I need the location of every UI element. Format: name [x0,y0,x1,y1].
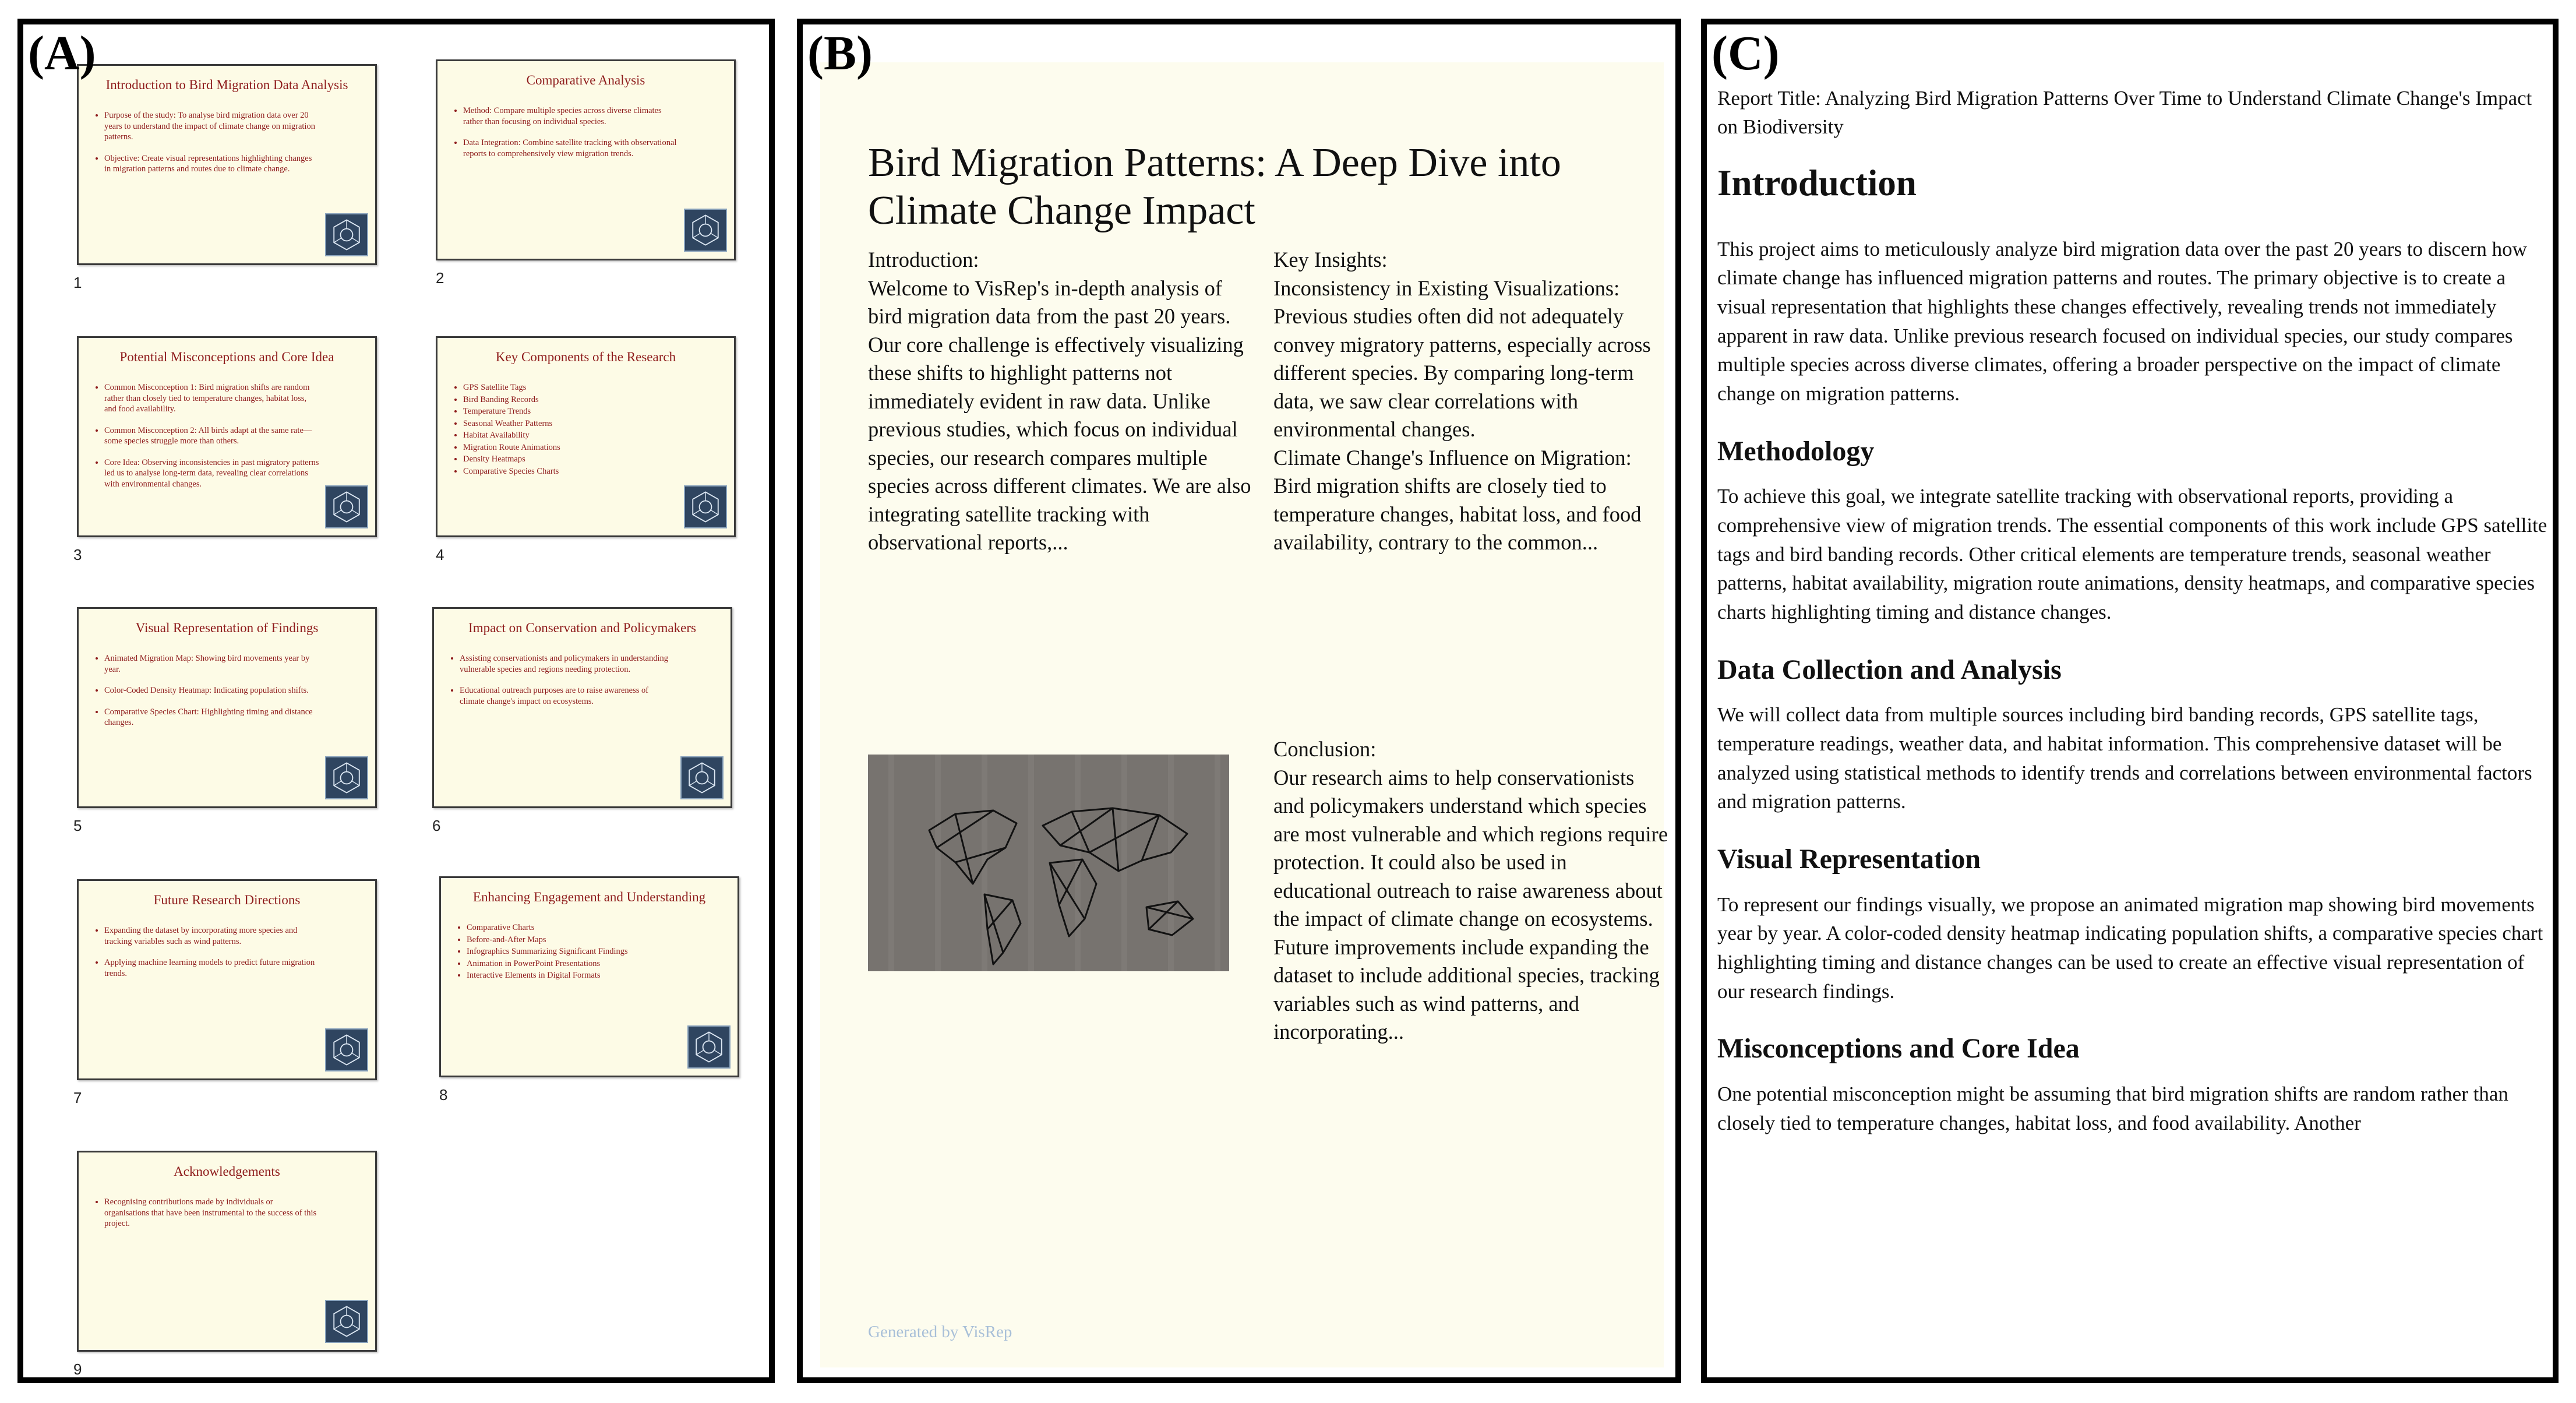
network-logo-icon [325,1028,368,1071]
report [1717,84,2550,1164]
report-heading-misconceptions: Misconceptions and Core Idea [1717,1033,2080,1064]
poster-title: Bird Migration Patterns: A Deep Dive into Climate Change Impact [868,140,1561,233]
slide-bullets [94,1197,320,1240]
poster-key-insights [1273,246,1670,557]
slide-bullet: • Expanding the dataset by incorporating more species and tracking variables such as wind patterns. [104,925,320,947]
slide-title: Introduction to Bird Migration Data Analysis [105,77,348,92]
slide-bullet: • GPS Satellite Tags [463,382,679,393]
poster-influence-heading: Climate Change's Influence on Migration: [1273,445,1632,470]
slide-number: 2 [436,269,444,287]
poster-intro-text: Welcome to VisRep's in-depth analysis of bird migration data from the past 20 years. Our core challenge is effectively visualizing these shifts to highlight patterns not immediately evident in raw data. Unlike previous studies, which focus on individual species, our research compares multiple species across different climates. We are also integrating satellite tracking with observational reports,... [868,276,1251,555]
poster-influence-text: Bird migration shifts are closely tied to temperature changes, habitat loss, and food availability, contrary to the common... [1273,474,1642,555]
network-logo-icon [325,485,368,528]
slide-bullets [94,925,320,989]
poster [820,62,1668,1367]
slide-thumbnail-8[interactable] [439,876,739,1077]
poster-conclusion [1273,735,1670,1046]
panel-a-slides [17,19,775,1383]
slide-bullets [453,105,679,170]
poster-conclusion-text: Our research aims to help conservationists and policymakers understand which species are most vulnerable and which regions require protection. It could also be used in educational outreach to raise awareness about the impact of climate change on ecosystems. Future improvements include expanding the dataset to include additional species, tracking variables such as wind patterns, and incorporating... [1273,765,1668,1044]
slide-title: Enhancing Engagement and Understanding [472,890,706,904]
slide-bullet: • Color-Coded Density Heatmap: Indicating population shifts. [104,685,320,696]
slide-bullet: • Temperature Trends [463,406,679,417]
slide-thumbnail-6[interactable] [432,607,732,808]
slide-bullet: • Interactive Elements in Digital Formats [467,970,682,981]
network-logo-icon [684,485,727,528]
slide-number: 8 [439,1086,448,1104]
panel-label-c: (C) [1712,26,1780,80]
network-logo-icon [325,213,368,256]
slide-thumbnail-3[interactable] [77,336,377,537]
world-map-icon [868,755,1229,971]
slide-bullet: • Recognising contributions made by individuals or organisations that have been instrumental to the success of this project. [104,1197,320,1229]
slide-thumbnail-7[interactable] [77,879,377,1080]
slide-bullets [94,653,320,739]
slide-bullet: • Density Heatmaps [463,454,679,465]
panel-c-report [1701,19,2559,1383]
report-paragraph-methodology: To achieve this goal, we integrate satellite tracking with observational reports, providing a comprehensive view of migration trends. The essential components of this work include GPS satellite tags and bird banding records. Other critical elements are temperature trends, seasonal weather patterns, habitat availability, migration route animations, density heatmaps, and comparative species charts highlighting timing and distance changes. [1717,485,2547,624]
slide-bullet: • Comparative Charts [467,922,682,933]
network-logo-icon [325,1300,368,1343]
report-paragraph-visual-representation: To represent our findings visually, we propose an animated migration map showing bird movements year by year. A color-coded density heatmap indicating population shifts, a comparative species chart highlighting timing and distance changes can be used to create an effective visual representation of our research findings. [1717,893,2543,1003]
slide-title: Acknowledgements [174,1164,280,1179]
slide-number: 3 [73,546,82,563]
slide-bullets [449,653,675,717]
poster-footer: Generated by VisRep [868,1323,1012,1341]
report-title: Report Title: Analyzing Bird Migration Patterns Over Time to Understand Climate Change's Impact on Biodiversity [1717,87,2532,138]
slide-thumbnail-2[interactable] [436,59,736,260]
report-heading-visual-representation: Visual Representation [1717,844,1981,875]
slide-bullet: • Before-and-After Maps [467,935,682,946]
slide-title: Comparative Analysis [526,73,645,87]
slide-bullet: • Animated Migration Map: Showing bird movements year by year. [104,653,320,675]
slide-bullet: • Data Integration: Combine satellite tracking with observational reports to comprehensively view migration trends. [463,138,679,159]
slide-title: Impact on Conservation and Policymakers [468,621,696,635]
slide-bullets [94,110,320,185]
poster-introduction [868,246,1258,557]
slide-bullet: • Infographics Summarizing Significant Findings [467,946,682,957]
slide-bullet: • Objective: Create visual representations highlighting changes in migration patterns and routes due to climate change. [104,153,320,175]
panel-label-a: (A) [28,26,96,80]
slide-bullets [453,382,679,478]
slide-bullet: • Method: Compare multiple species across diverse climates rather than focusing on individual species. [463,105,679,127]
slide-number: 7 [73,1089,82,1106]
report-heading-introduction: Introduction [1717,163,1917,203]
slide-number: 4 [436,546,444,563]
slide-bullet: • Seasonal Weather Patterns [463,418,679,429]
poster-insights-text: Inconsistency in Existing Visualizations: Previous studies often did not adequately convey migratory patterns, especially across different species. By comparing long-term data, we saw clear correlations with environmental changes. [1273,276,1651,442]
slide-bullet: • Educational outreach purposes are to raise awareness of climate change's impact on ecosystems. [460,685,675,707]
poster-insights-heading: Key Insights: [1273,248,1388,272]
report-paragraph-data-collection: We will collect data from multiple sources including bird banding records, GPS satellite tags, temperature readings, weather data, and habitat information. This comprehensive dataset will be analyzed using statistical methods to identify trends and correlations between environmental factors and migration patterns. [1717,703,2532,813]
slide-bullet: • Core Idea: Observing inconsistencies in past migratory patterns led us to analyse long-term data, revealing clear correlations with environmental changes. [104,457,320,490]
slide-bullet: • Habitat Availability [463,430,679,441]
slide-bullets [456,922,682,982]
report-heading-data-collection: Data Collection and Analysis [1717,654,2062,685]
slide-title: Future Research Directions [153,893,301,907]
slide-bullets [94,382,320,500]
slide-number: 5 [73,817,82,834]
network-logo-icon [687,1025,731,1069]
slide-title: Visual Representation of Findings [135,621,319,635]
slide-number: 6 [432,817,441,834]
slide-bullet: • Assisting conservationists and policymakers in understanding vulnerable species and regions needing protection. [460,653,675,675]
poster-intro-heading: Introduction: [868,248,979,272]
poster-conclusion-heading: Conclusion: [1273,737,1377,761]
slide-bullet: • Applying machine learning models to predict future migration trends. [104,957,320,979]
panel-label-b: (B) [807,26,873,80]
network-logo-icon [680,756,724,799]
slide-number: 1 [73,274,82,291]
slide-bullet: • Common Misconception 1: Bird migration shifts are random rather than closely tied to temperature changes, habitat loss, and food availability. [104,382,320,415]
world-map-image [868,755,1229,971]
slide-bullet: • Common Misconception 2: All birds adapt at the same rate—some species struggle more than others. [104,425,320,447]
slide-title: Key Components of the Research [495,350,676,364]
panel-b-poster [797,19,1681,1383]
slide-bullet: • Migration Route Animations [463,442,679,453]
report-paragraph-introduction: This project aims to meticulously analyze bird migration data over the past 20 years to discern how climate change has influenced migration patterns and routes. The primary objective is to create a visual representation that highlights these changes effectively, revealing trends not immediately apparent in raw data. Unlike previous research focused on individual species, our study compares multiple species across diverse climates, offering a broader perspective on the impact of climate change on migration patterns. [1717,237,2527,406]
slide-bullet: • Comparative Species Chart: Highlighting timing and distance changes. [104,707,320,728]
report-paragraph-misconceptions: One potential misconception might be assuming that bird migration shifts are random rather than closely tied to temperature changes, habitat loss, and food availability. Another [1717,1083,2508,1134]
slide-thumbnail-4[interactable] [436,336,736,537]
slide-bullet: • Bird Banding Records [463,394,679,406]
network-logo-icon [325,756,368,799]
slide-bullet: • Animation in PowerPoint Presentations [467,958,682,970]
report-heading-methodology: Methodology [1717,435,1875,467]
slide-thumbnail-5[interactable] [77,607,377,808]
network-logo-icon [684,209,727,252]
slide-thumbnail-1[interactable] [77,64,377,265]
slide-number: 9 [73,1360,82,1378]
slide-thumbnail-9[interactable] [77,1151,377,1352]
slide-bullet: • Purpose of the study: To analyse bird migration data over 20 years to understand the impact of climate change on migration patterns. [104,110,320,143]
slide-title: Potential Misconceptions and Core Idea [119,350,334,364]
slide-bullet: • Comparative Species Charts [463,466,679,477]
